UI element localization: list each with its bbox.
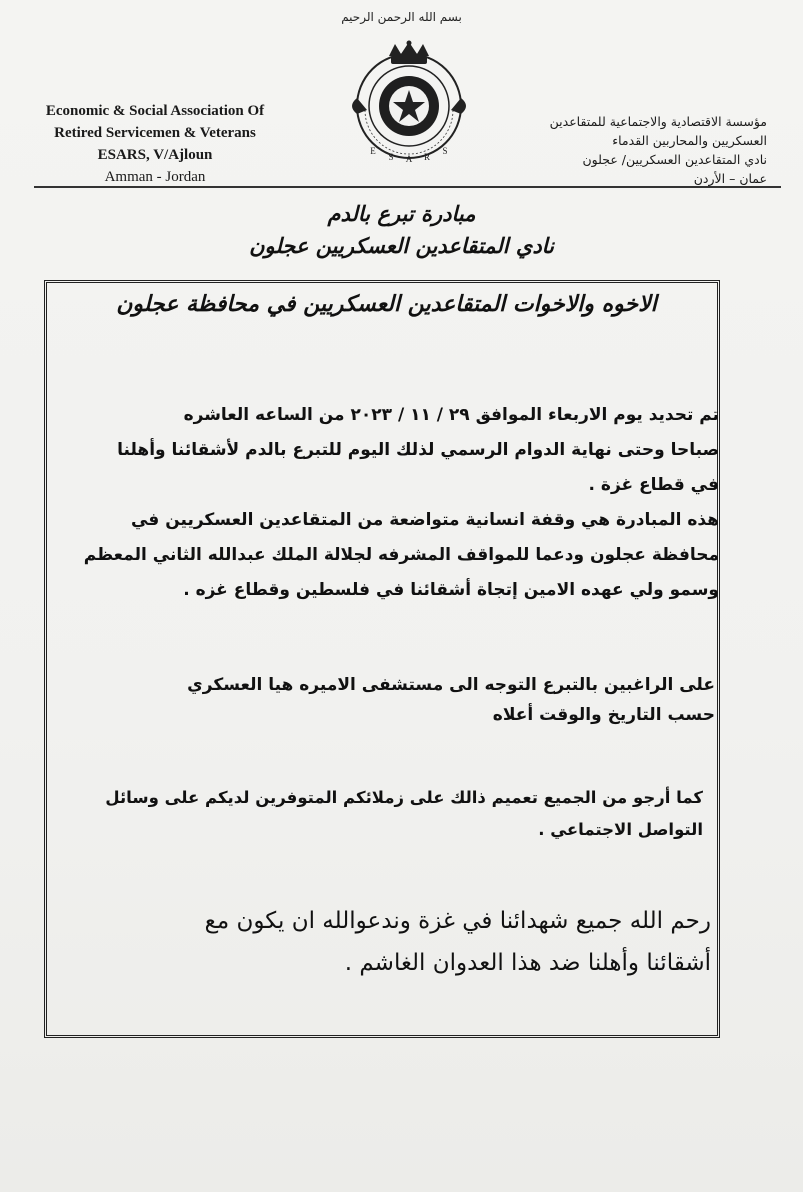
- paragraph-1-line-4: هذه المبادرة هي وقفة انسانية متواضعة من المتقاعدين العسكريين في: [130, 510, 719, 530]
- notice-paragraph-4: [64, 900, 711, 984]
- notice-paragraph-2: [64, 670, 715, 730]
- arabic-letterhead: [527, 112, 767, 188]
- english-header-line-3: ESARS, V/Ajloun: [97, 147, 213, 163]
- paragraph-3-line-1: كما أرجو من الجميع تعميم ذالك على زملائكم المتوفرين لديكم على وسائل: [105, 788, 703, 807]
- paragraph-2-line-1: على الراغبين بالتبرع التوجه الى مستشفى الاميره هيا العسكري: [187, 675, 715, 695]
- initiative-line-1: مبادرة تبرع بالدم: [327, 202, 476, 226]
- logo-letter-r: R: [423, 152, 431, 162]
- english-header-location: Amman - Jordan: [104, 169, 206, 185]
- initiative-heading: [0, 198, 803, 262]
- paragraph-1-line-5: محافظة عجلون ودعما للمواقف المشرفه لجلالة الملك عبدالله الثاني المعظم: [83, 545, 719, 565]
- paragraph-1-line-1: تم تحديد يوم الاربعاء الموافق ٢٩ / ١١ / ٢٠٢٣ من الساعه العاشره: [183, 405, 719, 425]
- english-header-line-2: Retired Servicemen & Veterans: [54, 125, 256, 141]
- bismillah-text: بسم الله الرحمن الرحيم: [341, 10, 462, 24]
- paragraph-1-line-2: صباحا وحتى نهاية الدوام الرسمي لذلك اليوم للتبرع بالدم لأشقائنا وأهلنا: [117, 440, 719, 460]
- paragraph-1-line-6: وسمو ولي عهده الامين إتجاة أشقائنا في فلسطين وقطاع غزه .: [183, 580, 719, 600]
- initiative-line-2: نادي المتقاعدين العسكريين عجلون: [249, 234, 554, 258]
- header-divider: [34, 186, 781, 188]
- english-header-line-1: Economic & Social Association Of: [45, 103, 265, 119]
- arabic-header-line-1: مؤسسة الاقتصادية والاجتماعية للمتقاعدين: [549, 114, 767, 129]
- arabic-header-location: عمان – الأردن: [693, 171, 767, 186]
- logo-letter-s2: S: [442, 146, 448, 156]
- paragraph-2-line-2: حسب التاريخ والوقت أعلاه: [492, 705, 715, 725]
- logo-letter-s1: S: [388, 152, 394, 162]
- paragraph-4-line-1: رحم الله جميع شهدائنا في غزة وندعوالله ان يكون مع: [204, 908, 711, 934]
- arabic-header-line-2: العسكريين والمحاربين القدماء: [612, 133, 767, 148]
- logo-letter-e: E: [370, 146, 376, 156]
- notice-title: الاخوه والاخوات المتقاعدين العسكريين في محافظة عجلون: [116, 292, 657, 317]
- logo-letter-a: A: [405, 154, 413, 162]
- esars-crest-logo-icon: [343, 40, 475, 162]
- notice-paragraph-3: [64, 782, 703, 846]
- paragraph-1-line-3: في قطاع غزة .: [588, 475, 719, 495]
- paragraph-3-line-2: التواصل الاجتماعي .: [538, 820, 703, 839]
- notice-paragraph-1: [64, 398, 719, 608]
- arabic-header-line-3: نادي المتقاعدين العسكريين/ عجلون: [582, 152, 767, 167]
- english-letterhead: [24, 100, 286, 188]
- paragraph-4-line-2: أشقائنا وأهلنا ضد هذا العدوان الغاشم .: [344, 950, 711, 976]
